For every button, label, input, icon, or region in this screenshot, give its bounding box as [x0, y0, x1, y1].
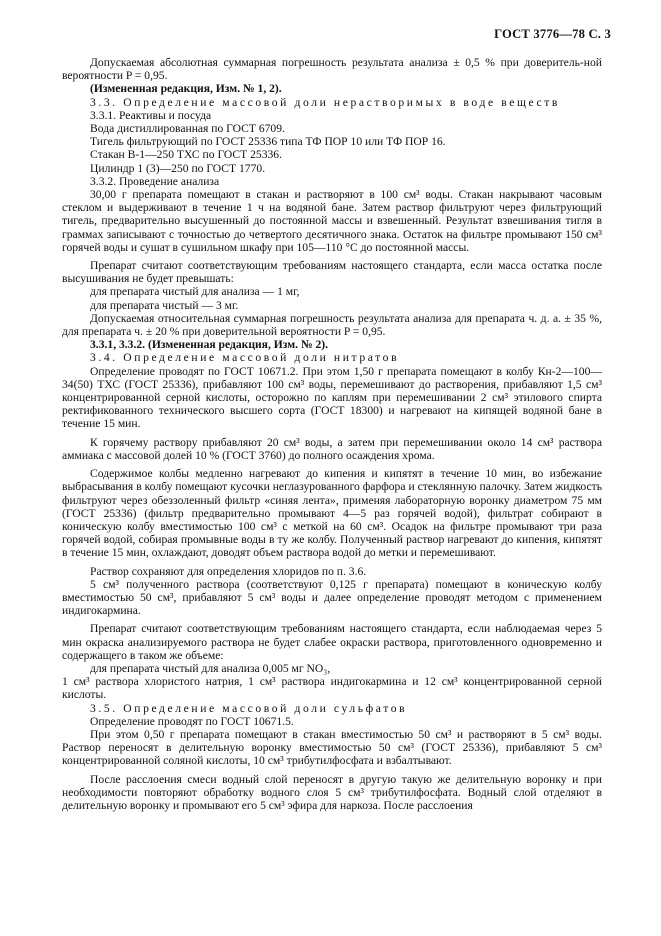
- document-body: [62, 56, 602, 812]
- paragraph: Определение проводят по ГОСТ 10671.2. При этом 1,50 г препарата помещают в колбу Кн-2—100—34(50) ТХС (ГОСТ 25336), прибавляют 100 см³ воды, перемешивают до растворения, прибавляют 1,5 см³ концентрированной серной кислоты, осторожно по каплям при перемешивании 2 см³ этилового спирта ректификованного технического высшего сорта (ГОСТ 18300) и нагревают на кипящей водяной бане в течение 15 мин.: [62, 364, 602, 431]
- section-heading: 3.5. Определение массовой доли сульфатов: [90, 701, 408, 715]
- paragraph: 1 см³ раствора хлористого натрия, 1 см³ раствора индигокармина и 12 см³ концентрированной серной кислоты.: [62, 675, 602, 702]
- paragraph: После расслоения смеси водный слой переносят в другую такую же делительную воронку и при необходимости повторяют обработку водного слоя 5 см³ трибутилфосфата. Водный слой отделяют в делительную воронку и промывают его 5 см³ эфира для наркоза. После расслоения: [62, 772, 602, 812]
- paragraph: 30,00 г препарата помещают в стакан и растворяют в 100 см³ воды. Стакан накрывают часовым стеклом и выдерживают в течение 1 ч на водяной бане. Затем раствор фильтруют через фильтрующий тигель, предварительно высушенный до постоянной массы и взвешенный. Результат взвешивания тигля в граммах записывают с точностью до четвертого десятичного знака. Остаток на фильтре промывают 150 см³ горячей воды и сушат в сушильном шкафу при 105—110 °С до постоянной массы.: [62, 188, 602, 254]
- list-item: для препарата чистый — 3 мг.: [90, 298, 239, 312]
- page-header: ГОСТ 3776—78 С. 3: [494, 27, 611, 41]
- paragraph: Препарат считают соответствующим требованиям настоящего стандарта, если масса остатка после высушивания не будет превышать:: [62, 259, 602, 286]
- subsection-heading: 3.3.2. Проведение анализа: [90, 174, 220, 188]
- subsection-heading: 3.3.1. Реактивы и посуда: [90, 108, 212, 122]
- list-item: для препарата чистый для анализа 0,005 мг NO₃,: [90, 661, 331, 675]
- section-heading: 3.4. Определение массовой доли нитратов: [90, 351, 400, 365]
- list-item: Тигель фильтрующий по ГОСТ 25336 типа ТФ ПОР 10 или ТФ ПОР 16.: [90, 135, 446, 149]
- amendment-note: 3.3.1, 3.3.2. (Измененная редакция, Изм. № 2).: [90, 338, 329, 352]
- list-item: Стакан В-1—250 ТХС по ГОСТ 25336.: [90, 148, 282, 162]
- paragraph: Допускаемая относительная суммарная погрешность результата анализа для препарата ч. д. а. ± 35 %, для препарата ч. ± 20 % при доверительной вероятности P = 0,95.: [62, 311, 602, 339]
- list-item: Цилиндр 1 (3)—250 по ГОСТ 1770.: [90, 161, 266, 175]
- paragraph: Препарат считают соответствующим требованиям настоящего стандарта, если наблюдаемая через 5 мин окраска анализируемого раствора не будет слабее окраски раствора, приготовленного одновременно и содержащего в таком же объеме:: [62, 622, 602, 662]
- amendment-note: (Измененная редакция, Изм. № 1, 2).: [90, 82, 282, 96]
- paragraph: Определение проводят по ГОСТ 10671.5.: [90, 714, 294, 728]
- paragraph: Содержимое колбы медленно нагревают до кипения и кипятят в течение 10 мин, во избежание выбрасывания в колбу помещают кусочки неглазурованного фарфора и стеклянную палочку. Затем жидкость фильтруют через обеззоленный фильтр «синяя лента», применяя лабораторную воронку диаметром 75 мм (ГОСТ 25336) (фильтр предварительно промывают 4—5 раз горячей водой), фильтрат собирают в коническую колбу вместимостью 100 см³ с меткой на 60 см³. Осадок на фильтре промывают три раза горячей водой, собирая промывные воды в ту же колбу. Полученный раствор нагревают до кипения, кипятят в течение 15 мин, охлаждают, доводят объем раствора водой до метки и перемешивают.: [62, 467, 602, 560]
- paragraph: Раствор сохраняют для определения хлоридов по п. 3.6.: [90, 564, 367, 578]
- section-heading: 3.3. Определение массовой доли нерастворимых в воде веществ: [90, 95, 560, 109]
- list-item: для препарата чистый для анализа — 1 мг,: [90, 285, 300, 299]
- paragraph: Допускаемая абсолютная суммарная погрешность результата анализа ± 0,5 % при доверитель-ной вероятности P = 0,95.: [62, 56, 602, 83]
- paragraph: 5 см³ полученного раствора (соответствуют 0,125 г препарата) помещают в коническую колбу вместимостью 50 см³, прибавляют 5 см³ воды и далее определение проводят методом с применением индигокармина.: [62, 577, 602, 618]
- paragraph: При этом 0,50 г препарата помещают в стакан вместимостью 50 см³ и растворяют в 5 см³ воды. Раствор переносят в делительную воронку вместимостью 50 см³ (ГОСТ 25336), прибавляют 5 см³ концентрированной соляной кислоты, 10 см³ трибутилфосфата и взбалтывают.: [62, 727, 602, 768]
- list-item: Вода дистиллированная по ГОСТ 6709.: [90, 122, 285, 136]
- paragraph: К горячему раствору прибавляют 20 см³ воды, а затем при перемешивании около 14 см³ раствора аммиака с массовой долей 10 % (ГОСТ 3760) до полного осаждения хрома.: [62, 435, 602, 462]
